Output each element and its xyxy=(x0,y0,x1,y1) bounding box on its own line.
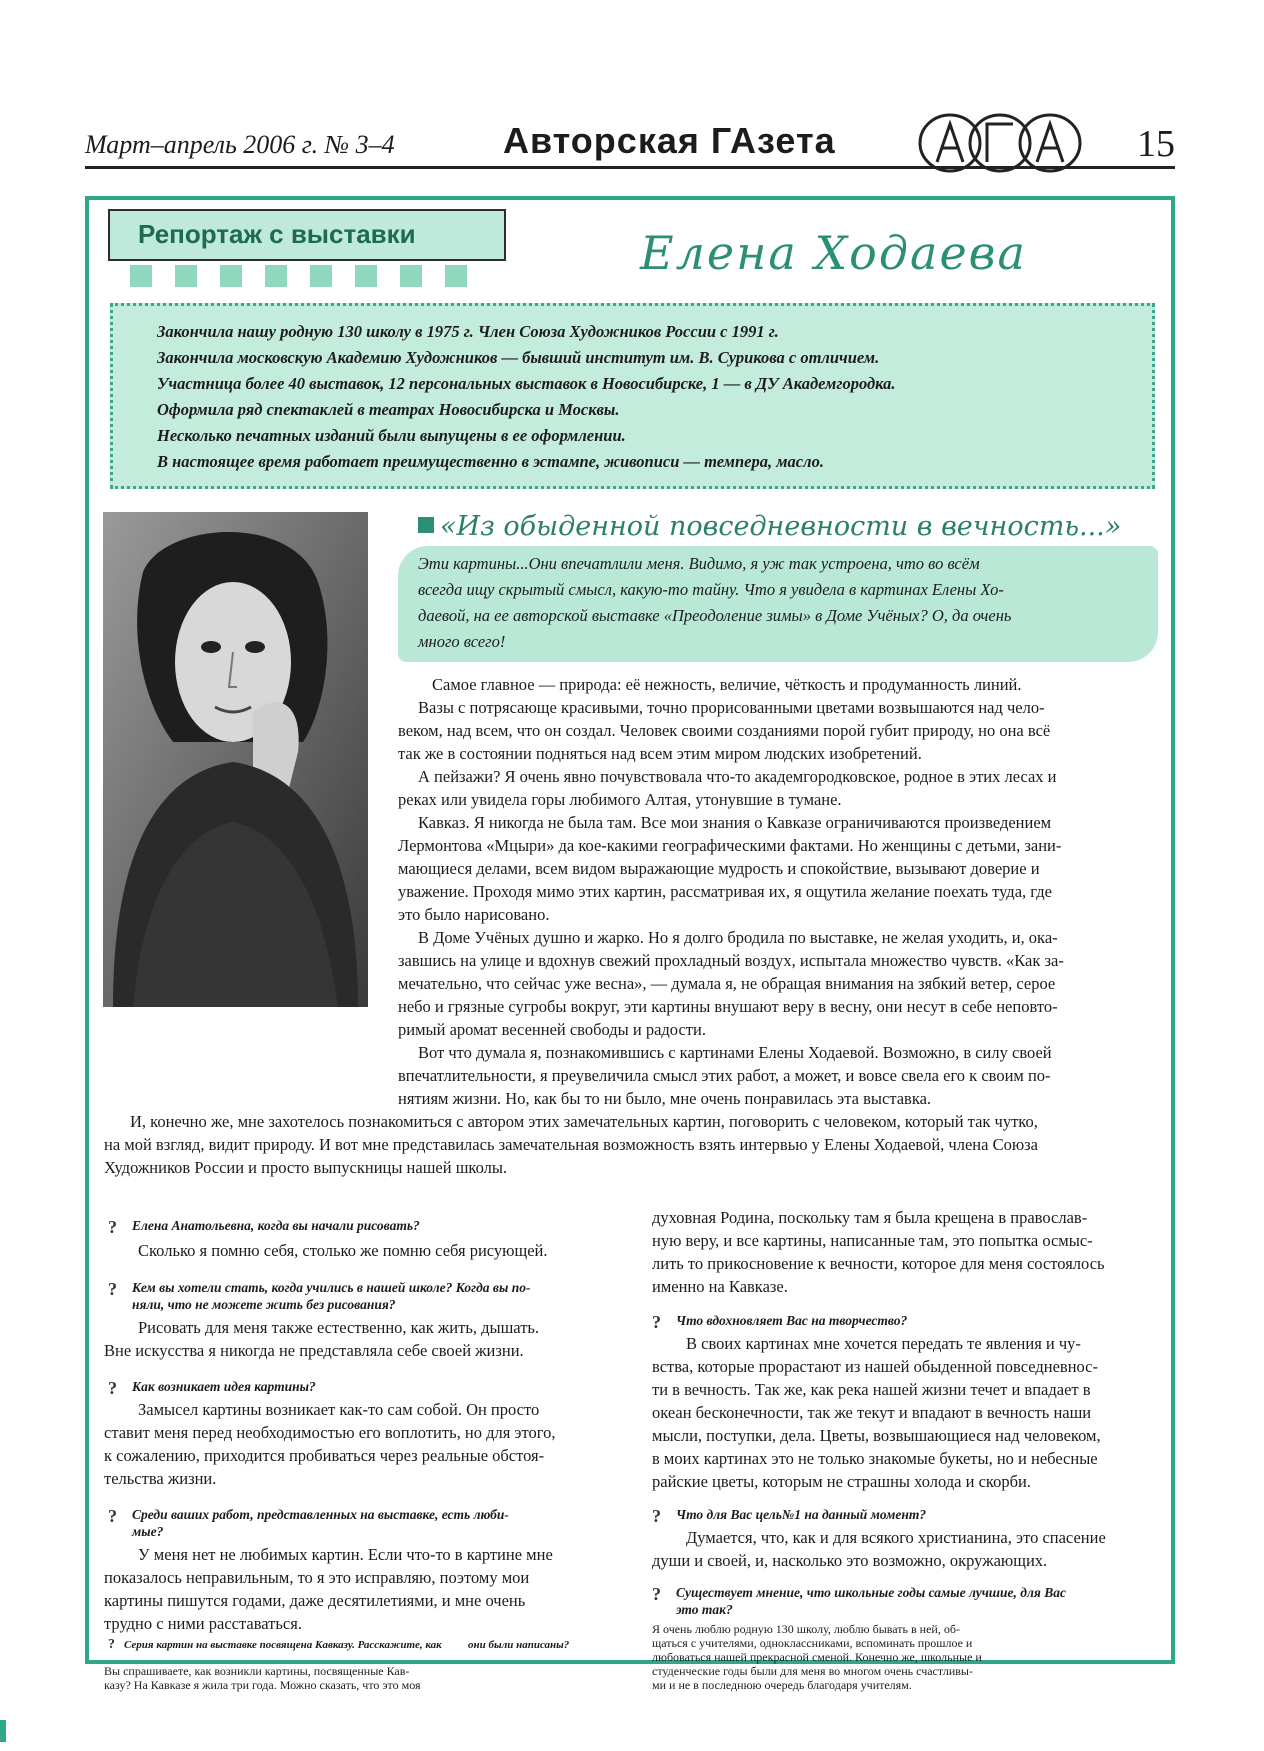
body-line: Лермонтова «Мцыри» да кое-какими географическими фактами. Но женщины с детьми, зани- xyxy=(398,836,1062,855)
answer-line: вства, которые прорастают из нашей обыденной повседневнос- xyxy=(652,1357,1098,1376)
body-line: В Доме Учёных душно и жарко. Но я долго бродила по выставке, не желая уходить, и, ока- xyxy=(418,928,1058,947)
answer-line: В своих картинах мне хочется передать те явления и чу- xyxy=(686,1334,1081,1353)
author-photo xyxy=(103,512,368,1007)
author-name: Елена Ходаева xyxy=(640,226,1027,280)
answer-line: казу? На Кавказе я жила три года. Можно сказать, что это моя xyxy=(104,1678,421,1692)
page-number: 15 xyxy=(1137,123,1175,165)
question: Как возникает идея картины? xyxy=(132,1379,316,1394)
answer-line: души и своей, и, насколько это возможно, окружающих. xyxy=(652,1551,1048,1570)
answer-line: духовная Родина, поскольку там я была крещена в православ- xyxy=(652,1208,1088,1227)
body-line: Самое главное — природа: её нежность, величие, чёткость и продуманность линий. xyxy=(432,675,1022,694)
page-header xyxy=(85,112,1175,172)
body-line: мечательно, что сейчас уже весна», — думала я, не обращая внимания на зябкий ветер, серое xyxy=(398,974,1056,993)
question-mark-icon: ? xyxy=(108,1279,117,1299)
issue-date: Март–апрель 2006 г. № 3–4 xyxy=(85,130,395,159)
question: Среди ваших работ, представленных на выставке, есть люби- xyxy=(132,1507,509,1522)
answer-line: ставит меня перед необходимостью его воплотить, но для этого, xyxy=(104,1423,556,1442)
question: Что для Вас цель№1 на данный момент? xyxy=(676,1507,927,1522)
lead-line: много всего! xyxy=(418,632,506,651)
question-mark-icon: ? xyxy=(108,1506,117,1526)
answer-line: Я очень люблю родную 130 школу, люблю бывать в ней, об- xyxy=(652,1622,960,1636)
answer-line: ти в вечность. Так же, как река нашей жизни течет и впадает в xyxy=(652,1380,1091,1399)
body-line: Вот что думала я, познакомившись с картинами Елены Ходаевой. Возможно, в силу своей xyxy=(418,1043,1052,1062)
answer-line: ми и не в последнюю очередь благодаря учителям. xyxy=(652,1678,912,1692)
bio-line: Несколько печатных изданий были выпущены в ее оформлении. xyxy=(157,426,626,445)
question-mark-icon: ? xyxy=(108,1217,117,1237)
question: мые? xyxy=(132,1524,164,1539)
answer-line: щаться с учителями, одноклассниками, вспоминать прошлое и xyxy=(652,1636,973,1650)
answer-line: Думается, что, как и для всякого христианина, это спасение xyxy=(686,1528,1106,1547)
bio-line: Участница более 40 выставок, 12 персональных выставок в Новосибирске, 1 — в ДУ Академгородка. xyxy=(157,374,896,393)
question: это так? xyxy=(676,1602,733,1617)
body-line: Художников России и просто выпускницы нашей школы. xyxy=(104,1158,508,1177)
answer-line: трудно с ними расставаться. xyxy=(104,1614,302,1633)
answer-line: любоваться нашей прекрасной сменой. Конечно же, школьные и xyxy=(652,1650,982,1664)
lead-line: всегда ищу скрытый смысл, какую-то тайну. Что я увидела в картинах Елены Хо- xyxy=(418,580,1004,599)
question-mark-icon: ? xyxy=(108,1378,117,1398)
answer-line: Сколько я помню себя, столько же помню себя рисующей. xyxy=(138,1241,548,1260)
question-mark-icon: ? xyxy=(652,1584,661,1604)
answer-line: Вне искусства я никогда не представляла себе своей жизни. xyxy=(104,1341,524,1360)
question: Кем вы хотели стать, когда учились в нашей школе? Когда вы по- xyxy=(132,1280,531,1295)
article-title-text: «Из обыденной повседневности в вечность...» xyxy=(440,511,1122,542)
question: Елена Анатольевна, когда вы начали рисовать? xyxy=(132,1218,420,1233)
answer-line: показалось неправильным, то я это исправляю, поэтому мои xyxy=(104,1568,530,1587)
body-line: нятиям жизни. Но, как бы то ни было, мне очень понравилась эта выставка. xyxy=(398,1089,932,1108)
body-line: это было нарисовано. xyxy=(398,905,550,924)
body-line: впечатлительности, я преувеличила смысл этих работ, а может, и вовсе свела его к своим по- xyxy=(398,1066,1051,1085)
lead-box xyxy=(398,546,1158,662)
lead-line: Эти картины...Они впечатлили меня. Видимо, я уж так устроена, что во всём xyxy=(418,554,980,573)
edge-marker xyxy=(0,1720,6,1742)
answer-line: лить то прикосновение к вечности, которое для меня состоялось xyxy=(652,1254,1105,1273)
answer-line: Рисовать для меня также естественно, как жить, дышать. xyxy=(138,1318,540,1337)
body-line: реках или увидела горы любимого Алтая, утонувшие в тумане. xyxy=(398,790,842,809)
bullet-square-icon xyxy=(418,517,434,533)
bio-line: Оформила ряд спектаклей в театрах Новосибирска и Москвы. xyxy=(157,400,620,419)
question-mark-icon: ? xyxy=(652,1506,661,1526)
aga-logo xyxy=(905,112,1095,174)
newspaper-title: Авторская ГАзета xyxy=(503,120,836,161)
answer-line: именно на Кавказе. xyxy=(652,1277,788,1296)
body-line: Кавказ. Я никогда не была там. Все мои знания о Кавказе ограничиваются произведением xyxy=(418,813,1052,832)
answer-line: мысли, поступки, дела. Цветы, возвышающиеся над человеком, xyxy=(652,1426,1101,1445)
body-line: мающиеся делами, всем видом выражающие мудрость и спокойствие, вызывают доверие и xyxy=(398,859,1040,878)
bio-box xyxy=(110,303,1155,489)
body-line: Вазы с потрясающе красивыми, точно прорисованными цветами возвышаются над чело- xyxy=(418,698,1045,717)
header-rule xyxy=(85,166,1175,169)
question: няли, что не можете жить без рисования? xyxy=(132,1297,396,1312)
body-line: веком, над всем, что он создал. Человек своими созданиями порой губит природу, но она всё xyxy=(398,721,1051,740)
body-line: завшись на улице и вдохнув свежий прохладный воздух, испытала множество чувств. «Как за- xyxy=(398,951,1064,970)
body-line: римый аромат весенней свободы и радости. xyxy=(398,1020,706,1039)
answer-line: картины пишутся годами, даже десятилетиями, и мне очень xyxy=(104,1591,526,1610)
body-line: уважение. Проходя мимо этих картин, рассматривая их, я ощутила желание поехать туда, где xyxy=(398,882,1052,901)
lead-line: даевой, на ее авторской выставке «Преодоление зимы» в Доме Учёных? О, да очень xyxy=(418,606,1012,625)
question-mark-icon: ? xyxy=(652,1312,661,1332)
body-line: небо и грязные сугробы вокруг, эти картины внушают веру в весну, они несут в себе неповто- xyxy=(398,997,1058,1016)
bio-line: Закончила московскую Академию Художников — бывший институт им. В. Сурикова с отличием. xyxy=(157,348,880,367)
body-line: так же в состоянии подняться над всем этим миром людских изобретений. xyxy=(398,744,922,763)
question: они были написаны? xyxy=(468,1639,570,1651)
rubric-box xyxy=(108,209,506,261)
question: Серия картин на выставке посвящена Кавказу. Расскажите, как xyxy=(124,1639,442,1651)
answer-line: райские цветы, которым не страшны холода и скорби. xyxy=(652,1472,1031,1491)
bio-line: Закончила нашу родную 130 школу в 1975 г. Член Союза Художников России с 1991 г. xyxy=(157,322,779,341)
question-mark-icon: ? xyxy=(108,1637,115,1652)
answer-line: океан бесконечности, так же текут и впадают в вечность наши xyxy=(652,1403,1092,1422)
answer-line: в моих картинах это не только знакомые букеты, но и небесные xyxy=(652,1449,1098,1468)
answer-line: ную веру, и все картины, написанные там, это попытка осмыс- xyxy=(652,1231,1093,1250)
decorative-squares xyxy=(130,265,520,289)
answer-line: Вы спрашиваете, как возникли картины, посвященные Кав- xyxy=(104,1664,410,1678)
question: Что вдохновляет Вас на творчество? xyxy=(676,1313,908,1328)
body-line: А пейзажи? Я очень явно почувствовала что-то академгородковское, родное в этих лесах и xyxy=(418,767,1057,786)
body-line: И, конечно же, мне захотелось познакомиться с автором этих замечательных картин, поговорить с человеком, который так чутко, xyxy=(130,1112,1038,1131)
answer-line: студенческие годы были для меня во многом очень счастливы- xyxy=(652,1664,973,1678)
answer-line: к сожалению, приходится пробиваться через реальные обстоя- xyxy=(104,1446,545,1465)
body-line: на мой взгляд, видит природу. И вот мне представилась замечательная возможность взять интервью у Елены Ходаевой, члена Союза xyxy=(104,1135,1038,1154)
answer-line: У меня нет не любимых картин. Если что-то в картине мне xyxy=(138,1545,553,1564)
question: Существует мнение, что школьные годы самые лучшие, для Вас xyxy=(676,1585,1066,1600)
article-title xyxy=(418,511,1121,542)
answer-line: Замысел картины возникает как-то сам собой. Он просто xyxy=(138,1400,540,1419)
bio-line: В настоящее время работает преимущественно в эстампе, живописи — темпера, масло. xyxy=(157,452,824,471)
answer-line: тельства жизни. xyxy=(104,1469,217,1488)
rubric-label: Репортаж с выставки xyxy=(138,219,416,249)
